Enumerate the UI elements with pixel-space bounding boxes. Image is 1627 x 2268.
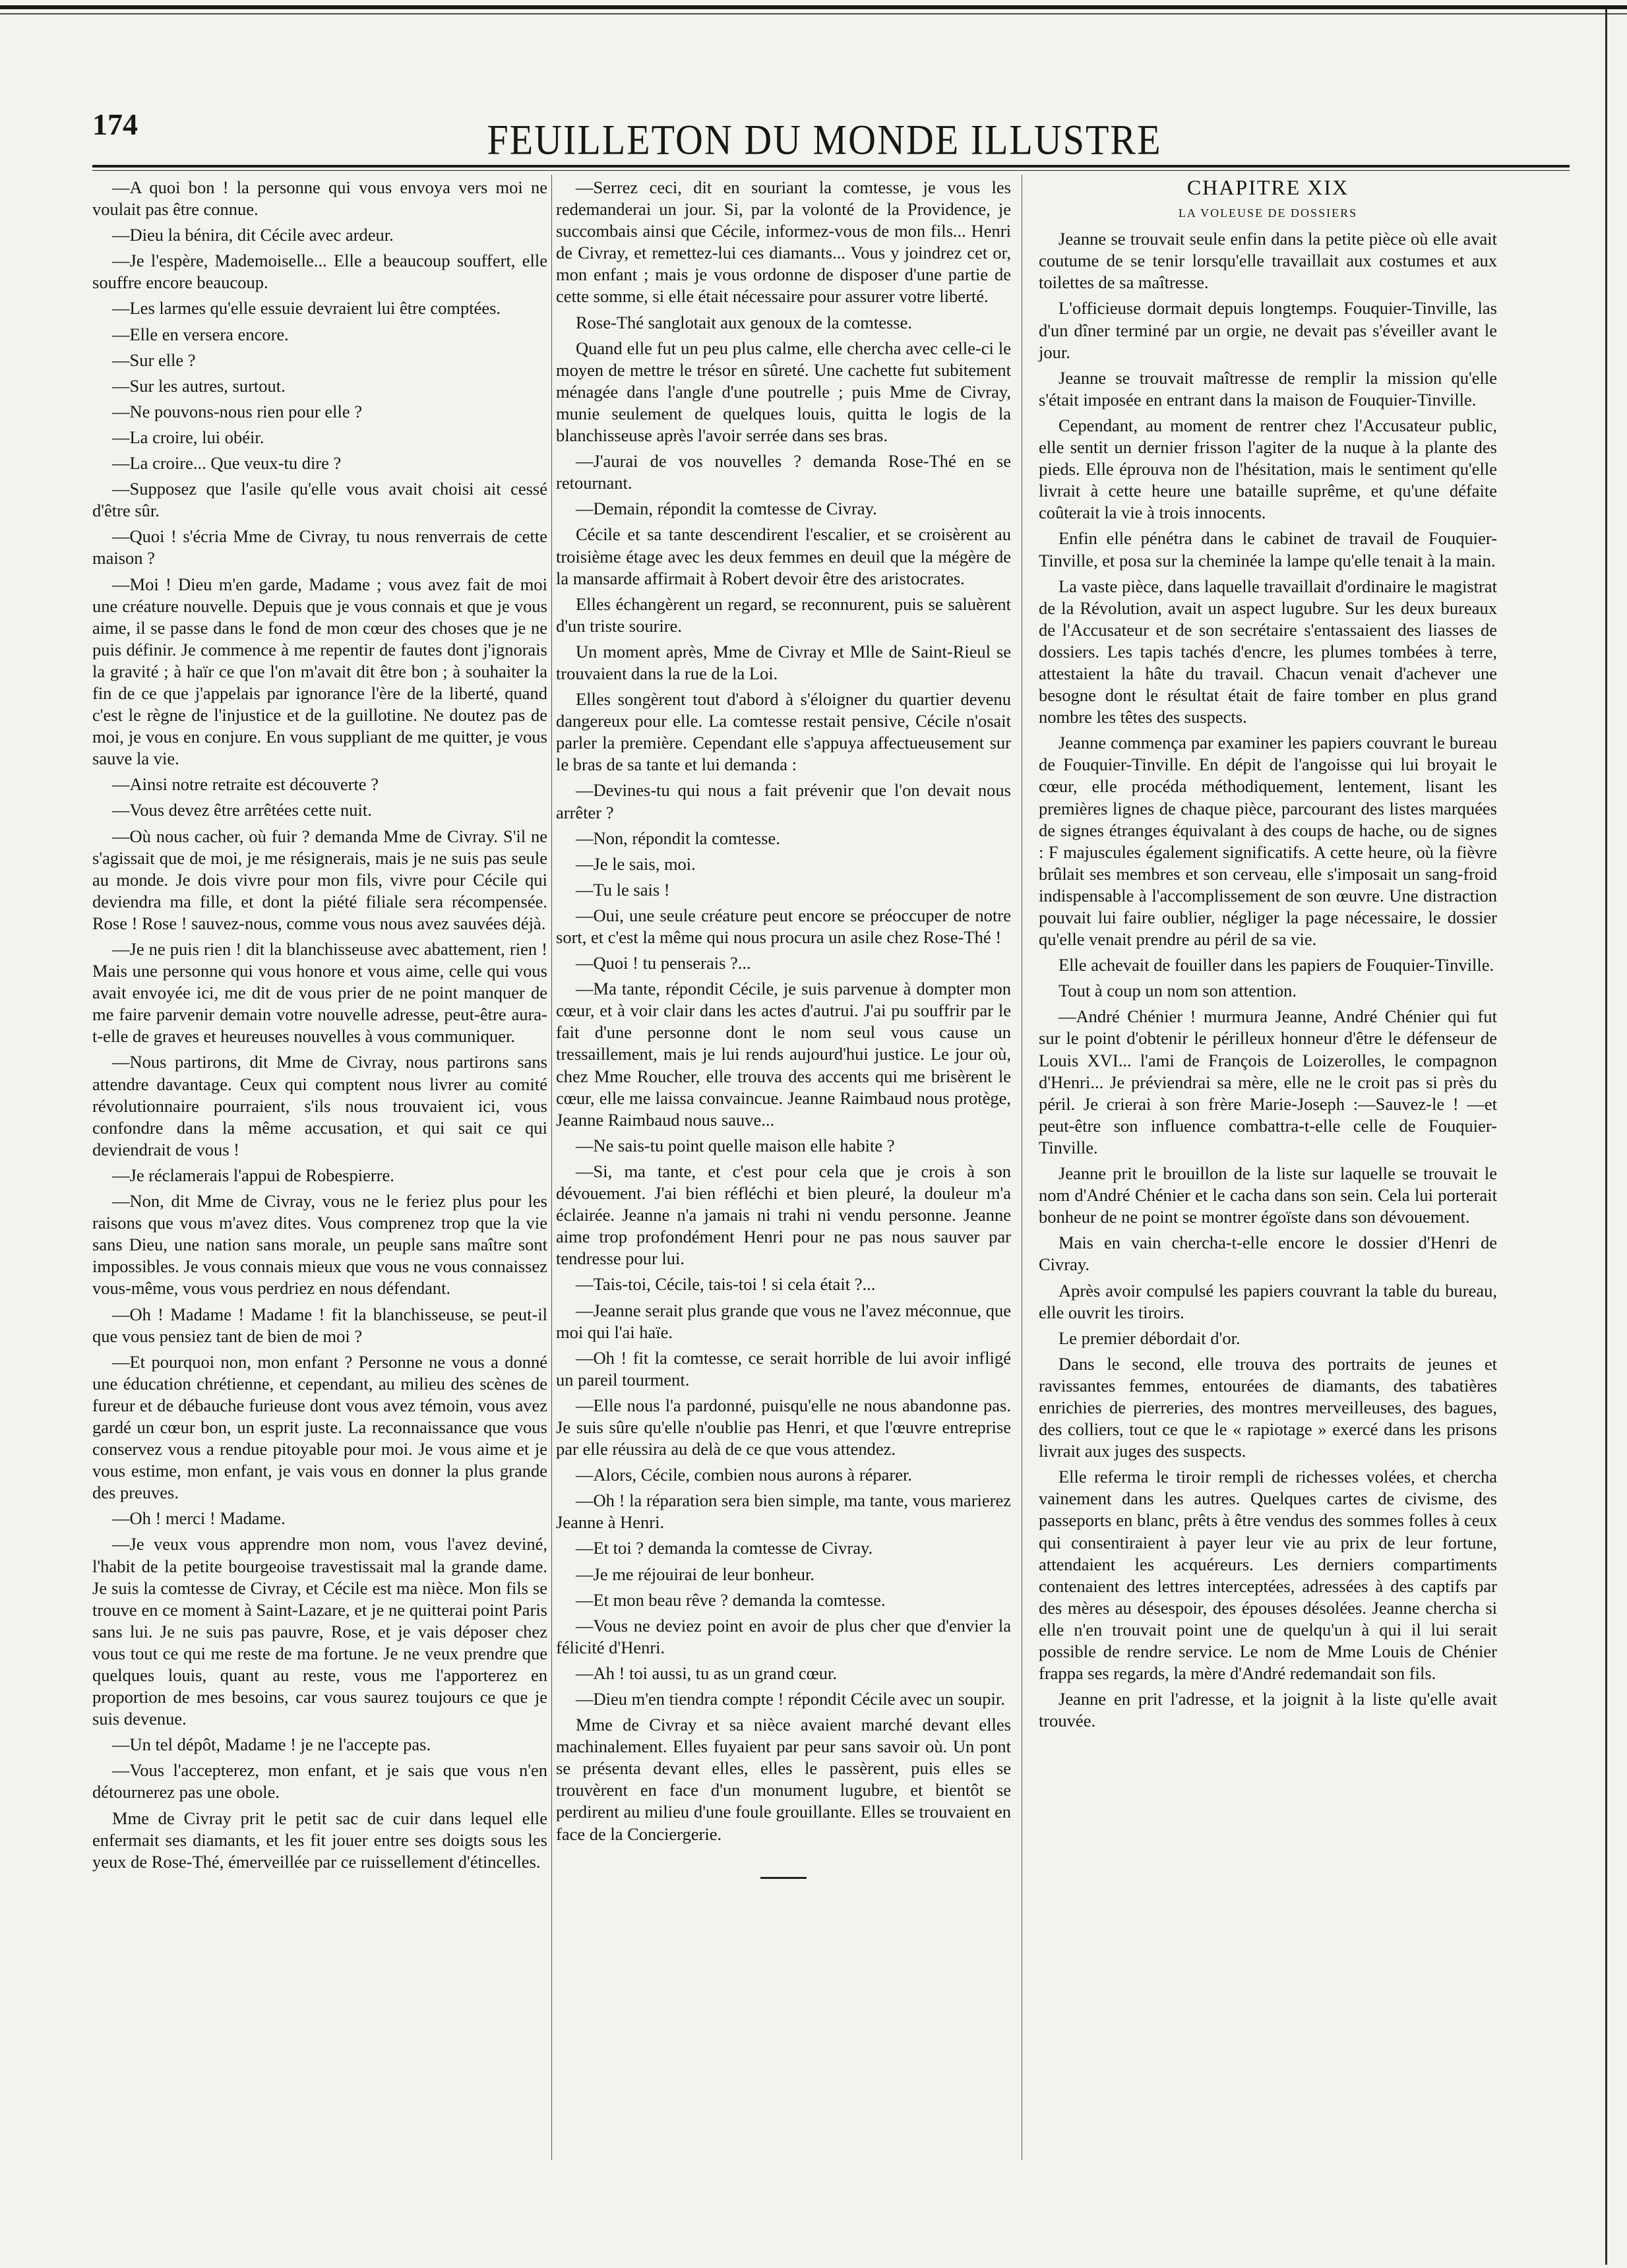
paragraph: —J'aurai de vos nouvelles ? demanda Rose-Thé en se retournant. xyxy=(556,451,1011,493)
page-number: 174 xyxy=(92,107,138,141)
paragraph: —Elle en versera encore. xyxy=(112,324,289,344)
paragraph: —Un tel dépôt, Madame ! je ne l'accepte pas. xyxy=(112,1734,431,1755)
paragraph: —Non, répondit la comtesse. xyxy=(576,828,780,848)
paragraph: —Supposez que l'asile qu'elle vous avait choisi ait cessé d'être sûr. xyxy=(92,479,547,521)
paragraph: —Ah ! toi aussi, tu as un grand cœur. xyxy=(576,1663,837,1683)
header-rule-thin xyxy=(92,170,1570,171)
chapter-body xyxy=(1039,228,1497,1732)
paragraph: Jeanne commença par examiner les papiers couvrant le bureau de Fouquier-Tinville. En dépit de l'angoisse qui lui broyait le cœur, elle procéda méthodiquement, lentement, lisant les premières lignes de chaque pièce, parcourant des listes marquées de signes étranges équivalant à des coups de hache, ou de signes : F majuscules également significatifs. A cette heure, où la fièvre brûlait ses membres et son cerveau, elle s'imposait un sang-froid indispensable à l'accomplissement de son œuvre. Une distraction pouvait lui faire oublier, négliger la page nécessaire, le dossier qu'elle venait prendre au péril de sa vie. xyxy=(1039,733,1497,950)
paragraph: —Oh ! Madame ! Madame ! fit la blanchisseuse, se peut-il que vous pensiez tant de bien de moi ? xyxy=(92,1304,547,1346)
paragraph: —Sur les autres, surtout. xyxy=(112,375,286,396)
paragraph: —Je veux vous apprendre mon nom, vous l'avez deviné, l'habit de la petite bourgeoise travestissait mal la grande dame. Je suis la comtesse de Civray, et Cécile est ma nièce. Mon fils se trouve en ce moment à Saint-Lazare, et je ne quitterai point Paris sans lui. Je ne suis pas pauvre, Rose, et je vais déposer chez vous tout ce qui me reste de ma fortune. Je ne veux prendre que quelques louis, quant au reste, vous me l'apporterez en proportion de mes besoins, car vous saurez toujours ce que je suis devenue. xyxy=(92,1534,547,1729)
paragraph: —Oh ! fit la comtesse, ce serait horrible de lui avoir infligé un pareil tourment. xyxy=(556,1347,1011,1390)
paragraph: —Ne pouvons-nous rien pour elle ? xyxy=(112,401,363,421)
paragraph: —André Chénier ! murmura Jeanne, André Chénier qui fut sur le point d'obtenir le périlleux honneur d'être le défenseur de Louis XVI... l'ami de François de Loizerolles, le compagnon d'Henri... Je préviendrai sa mère, elle ne le croit pas si près du péril. Je crierai à son frère Marie-Joseph :—Sauvez-le ! —et peut-être son influence combattra-t-elle celle de Fouquier-Tinville. xyxy=(1039,1006,1497,1157)
paragraph: Après avoir compulsé les papiers couvrant la table du bureau, elle ouvrit les tiroirs. xyxy=(1039,1280,1497,1322)
paragraph: —Je ne puis rien ! dit la blanchisseuse avec abattement, rien ! Mais une personne qui vous honore et vous aime, celle qui vous avait envoyée ici, me dit de vous prier de ne point manquer de me faire parvenir demain votre nouvelle adresse, peut-être aura-t-elle de graves et heureuses nouvelles à vous communiquer. xyxy=(92,939,547,1047)
paragraph: —Si, ma tante, et c'est pour cela que je crois à son dévouement. J'ai bien réfléchi et bien pleuré, la douleur m'a éclairée. Jeanne n'a jamais ni trahi ni vendu personne. Jeanne aime trop profondément Henri pour ne pas nous sauver par tendresse pour lui. xyxy=(556,1161,1011,1269)
page-edge-rule xyxy=(1605,9,1607,2265)
paragraph: —Quoi ! s'écria Mme de Civray, tu nous renverrais de cette maison ? xyxy=(92,526,547,568)
paragraph: Cécile et sa tante descendirent l'escalier, et se croisèrent au troisième étage avec les deux femmes en deuil que la mégère de la mansarde affirmait à Robert devoir être des aristocrates. xyxy=(556,524,1011,588)
paragraph: —Vous ne deviez point en avoir de plus cher que d'envier la félicité d'Henri. xyxy=(556,1615,1011,1657)
top-border-rule xyxy=(0,5,1627,9)
paragraph: —Quoi ! tu penserais ?... xyxy=(576,953,751,973)
paragraph: Un moment après, Mme de Civray et Mlle de Saint-Rieul se trouvaient dans la rue de la Loi. xyxy=(556,641,1011,683)
paragraph: —Moi ! Dieu m'en garde, Madame ; vous avez fait de moi une créature nouvelle. Depuis que je vous connais et que je vous aime, il se passe dans le fond de mon cœur des choses que je ne puis définir. Je commence à me repentir de fautes dont j'ignorais la gravité ; à haïr ce que l'on m'avait dit être bon ; à souhaiter la fin de ce que j'appelais par ignorance l'ère de la liberté, quand c'est le règne de l'injustice et de la guillotine. Ne doutez pas de moi, je vous en conjure. En vous suppliant de me quitter, je vous sauve la vie. xyxy=(92,574,547,769)
top-border-rule-thin xyxy=(0,13,1627,15)
chapter-title: CHAPITRE XIX xyxy=(1186,175,1349,199)
left-column xyxy=(92,177,547,1877)
paragraph: Elles échangèrent un regard, se reconnurent, puis se saluèrent d'un triste sourire. xyxy=(556,594,1011,636)
paragraph: Mme de Civray prit le petit sac de cuir dans lequel elle enfermait ses diamants, et les fit jouer entre ses doigts sous les yeux de Rose-Thé, émerveillée par ce ruissellement d'étincelles. xyxy=(92,1808,547,1872)
paragraph: —Je le sais, moi. xyxy=(576,853,696,874)
paragraph: —Dieu la bénira, dit Cécile avec ardeur. xyxy=(112,225,394,245)
paragraph: —Serrez ceci, dit en souriant la comtesse, je vous les redemanderai un jour. Si, par la volonté de la Providence, je succombais ainsi que Cécile, informez-vous de mon fils... Henri de Civray, et remettez-lui ces diamants... Vous y joindrez cet or, mon enfant ; mais je vous ordonne de disposer d'une partie de cette somme, si elle était nécessaire pour assurer votre liberté. xyxy=(556,177,1011,307)
paragraph: —A quoi bon ! la personne qui vous envoya vers moi ne voulait pas être connue. xyxy=(92,177,547,220)
paragraph: —Ma tante, répondit Cécile, je suis parvenue à dompter mon cœur, et à voir clair dans les actes d'autrui. J'ai pu souffrir par le fait d'une personne dont le nom seul vous cause un tressaillement, mais je lui rends aujourd'hui justice. Le jour où, chez Mme Roucher, elle trouva des accents qui me brisèrent le cœur, elle me laissa convaincue. Jeanne Raimbaud nous protège, Jeanne Raimbaud nous sauve... xyxy=(556,979,1011,1130)
paragraph: —Je l'espère, Mademoiselle... Elle a beaucoup souffert, elle souffre encore beaucoup. xyxy=(92,251,547,293)
paragraph: Rose-Thé sanglotait aux genoux de la comtesse. xyxy=(576,312,912,332)
paragraph: Jeanne se trouvait seule enfin dans la petite pièce où elle avait coutume de se tenir lorsqu'elle travaillait aux costumes et aux toilettes de sa maîtresse. xyxy=(1039,229,1497,293)
right-column xyxy=(1039,177,1497,1736)
paragraph: —Et mon beau rêve ? demanda la comtesse. xyxy=(576,1589,886,1610)
paragraph: —Oui, une seule créature peut encore se préoccuper de notre sort, et c'est la même qui nous procura un asile chez Rose-Thé ! xyxy=(556,905,1011,947)
paragraph: —Nous partirons, dit Mme de Civray, nous partirons sans attendre davantage. Ceux qui comptent nous livrer au comité révolutionnaire pourraient, s'ils nous trouvaient ici, vous confondre dans la même accusation, et qui sait ce qui deviendrait de vous ! xyxy=(92,1052,547,1159)
paragraph: —Oh ! merci ! Madame. xyxy=(112,1508,286,1529)
paragraph: Mais en vain chercha-t-elle encore le dossier d'Henri de Civray. xyxy=(1039,1233,1497,1275)
paragraph: —Vous devez être arrêtées cette nuit. xyxy=(112,800,372,820)
paragraph: —Et toi ? demanda la comtesse de Civray. xyxy=(576,1538,873,1558)
paragraph: —La croire... Que veux-tu dire ? xyxy=(112,453,342,474)
paragraph: —Alors, Cécile, combien nous aurons à réparer. xyxy=(576,1465,912,1485)
paragraph: —Et pourquoi non, mon enfant ? Personne ne vous a donné une éducation chrétienne, et cependant, au milieu des scènes de fureur et de débauche furieuse dont vous avez témoin, vous avez gardé un cœur bon, un esprit juste. La reconnaissance que vous conservez vous a rendue pitoyable pour moi. Je vous aime et je vous estime, mon enfant, je vais vous en donner la plus grande des preuves. xyxy=(92,1351,547,1503)
paragraph: —Tu le sais ! xyxy=(576,879,670,900)
paragraph: —Non, dit Mme de Civray, vous ne le feriez plus pour les raisons que vous m'avez dites. Vous comprenez trop que la vie sans Dieu, une nation sans morale, un peuple sans maître sont impossibles. Je vous connais mieux que vous ne vous connaissez vous-même, vous vous perdriez en nous défendant. xyxy=(92,1191,547,1299)
paragraph: Elles songèrent tout d'abord à s'éloigner du quartier devenu dangereux pour elle. La comtesse restait pensive, Cécile n'osait parler la première. Cependant elle s'appuya affectueusement sur le bras de sa tante et lui demanda : xyxy=(556,689,1011,775)
chapter-subtitle: LA VOLEUSE DE DOSSIERS xyxy=(1178,206,1358,220)
paragraph: —Oh ! la réparation sera bien simple, ma tante, vous marierez Jeanne à Henri. xyxy=(556,1490,1011,1533)
header-rule xyxy=(92,165,1570,168)
paragraph: Jeanne prit le brouillon de la liste sur laquelle se trouvait le nom d'André Chénier et le cacha dans son sein. Cela lui porterait bonheur de ne point se montrer égoïste dans son dévouement. xyxy=(1039,1163,1497,1227)
section-end-rule xyxy=(760,1877,807,1879)
paragraph: Dans le second, elle trouva des portraits de jeunes et ravissantes femmes, entourées de diamants, des tabatières enrichies de pierreries, des montres merveilleuses, des bagues, des colliers, tout ce que le « rapiotage » exercé dans les prisons livrait aux juges des suspects. xyxy=(1039,1353,1497,1461)
paragraph: —Tais-toi, Cécile, tais-toi ! si cela était ?... xyxy=(576,1274,876,1295)
column-divider-1 xyxy=(551,175,552,2160)
paragraph: L'officieuse dormait depuis longtemps. Fouquier-Tinville, las d'un dîner terminé par un orgie, ne devait pas s'éveiller avant le jour. xyxy=(1039,298,1497,362)
paragraph: —Sur elle ? xyxy=(112,350,196,370)
paragraph: La vaste pièce, dans laquelle travaillait d'ordinaire le magistrat de la Révolution, avait un aspect lugubre. Sur les deux bureaux de l'Accusateur et de son secrétaire s'entassaient des liasses de dossiers. Les tapis tachés d'encre, les plumes tombées à terre, attestaient la hâte du travail. Chacun venait d'achever une besogne dont le résultat était de faire tomber en plus grand nombre les têtes des suspects. xyxy=(1039,576,1497,727)
paragraph: —La croire, lui obéir. xyxy=(112,427,264,447)
paragraph: —Vous l'accepterez, mon enfant, et je sais que vous n'en détournerez pas une obole. xyxy=(92,1760,547,1802)
paragraph: Le premier débordait d'or. xyxy=(1059,1328,1241,1348)
paragraph: —Les larmes qu'elle essuie devraient lui être comptées. xyxy=(112,298,501,319)
paragraph: —Devines-tu qui nous a fait prévenir que l'on devait nous arrêter ? xyxy=(556,780,1011,822)
paragraph: —Ne sais-tu point quelle maison elle habite ? xyxy=(576,1135,895,1155)
paragraph: Cependant, au moment de rentrer chez l'Accusateur public, elle sentit un dernier frisson l'agiter de la nuque à la plante des pieds. Elle éprouva non de l'hésitation, mais le sentiment qu'elle livrait à cette heure une bataille suprême, et qu'une défaite coûterait la vie à trois innocents. xyxy=(1039,415,1497,523)
paragraph: —Demain, répondit la comtesse de Civray. xyxy=(576,499,877,519)
paragraph: Elle referma le tiroir rempli de richesses volées, et chercha vainement dans les autres. Quelques cartes de civisme, des passeports en blanc, prêts à être vendus des sommes folles à ceux qui consentiraient à payer leur vie au prix de leur fortune, attendaient les acquéreurs. Les derniers compartiments contenaient des lettres interceptées, adressées à des captifs par des mères au désespoir, des épouses désolées. Jeanne chercha si elle n'en trouvait point une de quelqu'un à qui il lui serait possible de rendre service. Le nom de Mme Louis de Chénier frappa ses regards, la mère d'André redemandait son fils. xyxy=(1039,1467,1497,1684)
paragraph: —Jeanne serait plus grande que vous ne l'avez méconnue, que moi qui l'ai haïe. xyxy=(556,1300,1011,1342)
paragraph: Elle achevait de fouiller dans les papiers de Fouquier-Tinville. xyxy=(1059,955,1494,975)
paragraph: —Où nous cacher, où fuir ? demanda Mme de Civray. S'il ne s'agissait que de moi, je me résignerais, mais je ne suis pas seule au monde. Je dois vivre pour mon fils, vivre pour Cécile qui deviendra ma fille, et dont la piété filiale sera récompensée. Rose ! Rose ! sauvez-nous, comme vous nous avez sauvées déjà. xyxy=(92,826,547,933)
paragraph: Tout à coup un nom son attention. xyxy=(1059,981,1297,1001)
running-title: FEUILLETON DU MONDE ILLUSTRE xyxy=(487,115,1162,164)
paragraph: Jeanne se trouvait maîtresse de remplir la mission qu'elle s'était imposée en entrant dans la maison de Fouquier-Tinville. xyxy=(1039,367,1497,410)
paragraph: Jeanne en prit l'adresse, et la joignit à la liste qu'elle avait trouvée. xyxy=(1039,1689,1497,1731)
paragraph: —Ainsi notre retraite est découverte ? xyxy=(112,774,379,795)
paragraph: Mme de Civray et sa nièce avaient marché devant elles machinalement. Elles fuyaient par peur sans savoir où. Un pont se présenta devant elles, elles le passèrent, puis elles se trouvèrent en face d'un monument lugubre, et bientôt se perdirent au milieu d'une foule grouillante. Elles se trouvaient en face de la Conciergerie. xyxy=(556,1715,1011,1844)
paragraph: —Elle nous l'a pardonné, puisqu'elle ne nous abandonne pas. Je suis sûre qu'elle n'oublie pas Henri, et que l'œuvre entreprise par elle réussira au delà de ce que vous attendez. xyxy=(556,1395,1011,1459)
paragraph: —Je me réjouirai de leur bonheur. xyxy=(576,1564,815,1584)
paragraph: —Dieu m'en tiendra compte ! répondit Cécile avec un soupir. xyxy=(576,1689,1005,1709)
paragraph: Enfin elle pénétra dans le cabinet de travail de Fouquier-Tinville, et posa sur la cheminée la lampe qu'elle tenait à la main. xyxy=(1039,528,1497,570)
middle-column xyxy=(556,177,1011,1879)
paragraph: Quand elle fut un peu plus calme, elle chercha avec celle-ci le moyen de mettre le trésor en sûreté. Une cachette fut subitement ménagée dans l'angle d'une poutrelle ; puis Mme de Civray, munie seulement de quelques louis, quitta le logis de la blanchisseuse après l'avoir serrée dans ses bras. xyxy=(556,338,1011,446)
paragraph: —Je réclamerais l'appui de Robespierre. xyxy=(112,1165,394,1185)
